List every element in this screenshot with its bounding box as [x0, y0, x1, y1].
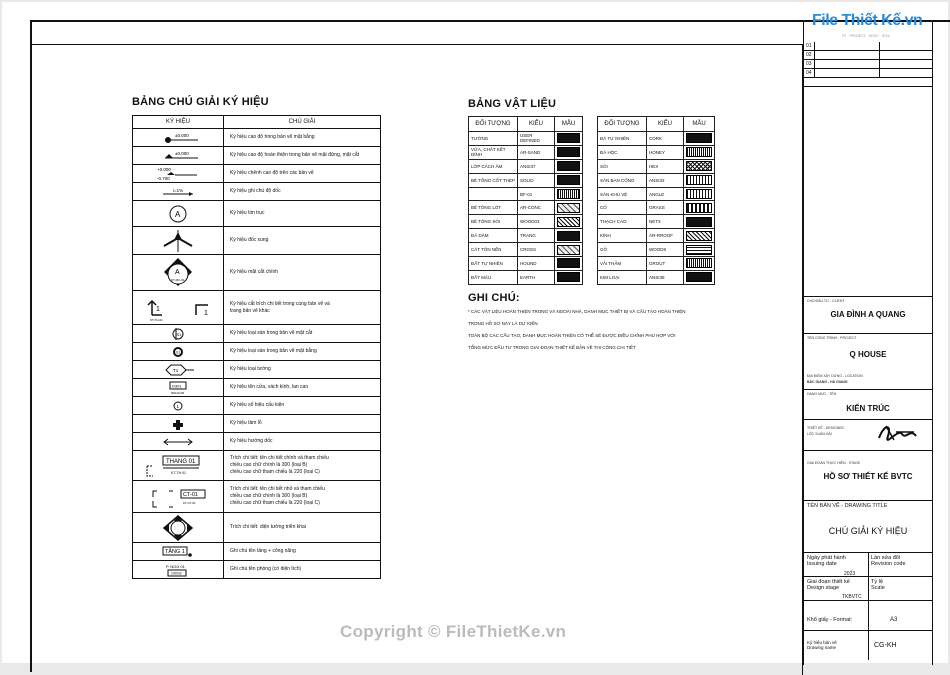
material-type: BF-01 — [518, 187, 555, 201]
legend-description-line: Ký hiệu cắt trích chi tiết trong cùng bản vẽ và — [230, 300, 330, 307]
svg-text:A: A — [175, 209, 181, 219]
mat-col-swatch: MẪU — [555, 117, 583, 132]
svg-text:100m2: 100m2 — [171, 571, 182, 575]
legend-description-line: Ký hiệu loại sàn trong bản vẽ mặt cắt — [230, 330, 313, 336]
legend-description — [224, 361, 381, 379]
material-object: SÀN BAN CÔNG — [598, 173, 647, 187]
svg-text:1: 1 — [156, 305, 160, 313]
material-type: NET3 — [647, 215, 684, 229]
svg-text:KT-MC-01: KT-MC-01 — [171, 277, 185, 282]
material-type: WOOD8 — [647, 243, 684, 257]
material-object: KIM LOẠI — [598, 270, 647, 284]
drawing-title-label: TÊN BẢN VẼ - DRAWING TITLE — [807, 503, 888, 509]
legend-description — [224, 325, 381, 343]
legend-row — [133, 343, 381, 361]
svg-text:THANG 01: THANG 01 — [166, 458, 196, 465]
legend-description-line: Ký hiệu hướng dốc — [230, 438, 273, 444]
level-plan-symbol — [153, 131, 203, 145]
material-swatch — [557, 203, 580, 213]
material-swatch — [557, 231, 580, 241]
symbol-legend-table — [132, 115, 381, 579]
svg-text:1: 1 — [176, 403, 180, 409]
legend-title: BẢNG CHÚ GIẢI KÝ HIỆU — [132, 96, 269, 108]
stage-label: GIAI ĐOẠN THỰC HIỆN - STAGE — [807, 461, 861, 465]
material-row — [598, 270, 715, 284]
scale-label: Tỷ lệ Scale — [871, 579, 885, 591]
legend-symbol-cell — [133, 147, 224, 165]
svg-text:±0.000: ±0.000 — [175, 150, 189, 156]
material-type: GRASS — [647, 201, 684, 215]
material-swatch — [686, 217, 712, 227]
material-object: ĐẤT MÂU — [469, 270, 518, 284]
legend-description-line: Ký hiệu đốc xung — [230, 237, 269, 243]
legend-description-line: Ký hiệu loại tường — [230, 366, 271, 372]
material-object: SÀN KHU VỆ — [598, 187, 647, 201]
mat-col-type: KIỂU — [518, 117, 555, 132]
design-stage-label: Giai đoạn thiết kế Design stage — [807, 579, 850, 591]
material-swatch — [686, 245, 712, 255]
material-swatch — [686, 147, 712, 157]
legend-row — [133, 433, 381, 451]
legend-row — [133, 513, 381, 543]
material-swatch-cell — [684, 229, 715, 243]
material-swatch-cell — [555, 257, 583, 271]
material-swatch — [686, 272, 712, 282]
material-swatch — [557, 217, 580, 227]
material-object: VẢI THẢM — [598, 257, 647, 271]
legend-symbol-cell — [133, 451, 224, 481]
material-type: HONEY — [647, 145, 684, 159]
material-row — [598, 201, 715, 215]
section-detail-symbol — [138, 293, 218, 323]
material-object: ĐÁ TỰ NHIÊN — [598, 132, 647, 146]
north-symbol — [158, 228, 198, 254]
floor-section-symbol — [163, 326, 193, 342]
legend-row — [133, 147, 381, 165]
legend-row — [133, 227, 381, 255]
detail-small-symbol — [143, 483, 213, 511]
mat-col-type: KIỂU — [647, 117, 684, 132]
designer-name: LỘC XUÂN HẢI — [807, 432, 832, 436]
materials-table-left — [468, 116, 583, 285]
legend-symbol-cell — [133, 397, 224, 415]
legend-symbol-cell — [133, 543, 224, 561]
material-swatch-cell — [555, 173, 583, 187]
drawing-name: CG-KH — [874, 642, 897, 649]
legend-row — [133, 561, 381, 579]
material-swatch — [557, 272, 580, 282]
legend-description — [224, 451, 381, 481]
legend-symbol-cell — [133, 343, 224, 361]
room-name-symbol — [158, 562, 198, 578]
materials-title: BẢNG VẬT LIỆU — [468, 98, 557, 110]
material-row — [598, 132, 715, 146]
issue-date: 2023 — [844, 571, 856, 577]
legend-col-symbol: KÝ HIỆU — [133, 116, 224, 129]
material-type: AR-RROOF — [647, 229, 684, 243]
elevation-ref-symbol — [158, 514, 198, 542]
material-object: SỎI — [598, 159, 647, 173]
material-type: ANSI38 — [647, 270, 684, 284]
legend-row — [133, 325, 381, 343]
material-row — [598, 215, 715, 229]
legend-description — [224, 513, 381, 543]
material-swatch-cell — [684, 173, 715, 187]
legend-description-line: Ký hiệu mặt cắt chính — [230, 269, 279, 275]
material-object: VỮA, CHẤT KẾT DÍNH — [469, 145, 518, 159]
category-value: KIẾN TRÚC — [846, 404, 890, 413]
legend-description-line: Ký hiệu cao độ trong bản vẽ mặt bằng — [230, 134, 315, 140]
material-type: ANGLE — [647, 187, 684, 201]
legend-description — [224, 433, 381, 451]
material-swatch-cell — [684, 159, 715, 173]
material-row — [469, 201, 583, 215]
location-value: BẮC GIANG - HÀ GIANG — [807, 380, 848, 384]
material-type: HOUND — [518, 257, 555, 271]
legend-symbol-cell — [133, 325, 224, 343]
material-row — [598, 145, 715, 159]
revision-row: 01 — [804, 42, 932, 51]
material-type: TRANG — [518, 229, 555, 243]
material-row — [469, 270, 583, 284]
material-swatch — [557, 189, 580, 199]
svg-text:TẦNG 1: TẦNG 1 — [165, 548, 185, 555]
legend-description-line: Trích chi tiết: tên chi tiết chính và tham chiếu — [230, 455, 329, 461]
material-swatch-cell — [555, 159, 583, 173]
legend-description-line: Ký hiệu tim trục — [230, 210, 265, 216]
revision-label: Lần sửa đổi Revision code — [871, 555, 906, 567]
material-object: ĐÁ HỘC — [598, 145, 647, 159]
legend-description — [224, 147, 381, 165]
legend-description-line: Ký hiệu cao độ hoàn thiện trong bản vẽ mặt đứng, mặt cắt — [230, 152, 359, 158]
stage-value: HỒ SƠ THIẾT KẾ BVTC — [823, 472, 913, 481]
legend-symbol-cell — [133, 201, 224, 227]
legend-description-line: chiều cao chữ chính là 300 (loại B) — [230, 493, 308, 499]
mat-col-swatch: MẪU — [684, 117, 715, 132]
material-row — [598, 229, 715, 243]
legend-description-line: trang bản vẽ khác — [230, 307, 270, 314]
drawing-name-label: Ký hiệu bản vẽ Drawing name — [807, 640, 837, 650]
material-row — [469, 215, 583, 229]
material-swatch-cell — [555, 187, 583, 201]
floor-name-symbol — [153, 545, 203, 559]
legend-row — [133, 543, 381, 561]
material-swatch-cell — [684, 243, 715, 257]
signature-mark — [874, 422, 919, 444]
material-type: AR-SAND — [518, 145, 555, 159]
material-object: BÊ TÔNG SỎI — [469, 215, 518, 229]
material-swatch-cell — [555, 229, 583, 243]
legend-description — [224, 255, 381, 291]
material-object: LỚP CÁCH ÂM — [469, 159, 518, 173]
center-symbol — [168, 417, 188, 431]
svg-text:KT-TH.01: KT-TH.01 — [150, 317, 163, 322]
note-line: TRONG HỒ SƠ NÀY LÀ DỰ KIẾN — [468, 321, 538, 326]
notes-block — [468, 306, 748, 354]
mat-col-obj: ĐỐI TƯỢNG — [598, 117, 647, 132]
material-swatch — [686, 161, 712, 171]
material-row — [598, 243, 715, 257]
material-row — [469, 187, 583, 201]
material-swatch-cell — [555, 201, 583, 215]
material-type: HEX — [647, 159, 684, 173]
materials-table-right — [597, 116, 715, 285]
material-row — [469, 145, 583, 159]
detail-main-symbol — [143, 452, 213, 480]
legend-row — [133, 291, 381, 325]
legend-description — [224, 415, 381, 433]
legend-description — [224, 343, 381, 361]
material-swatch — [686, 203, 712, 213]
floor-plan-symbol — [163, 344, 193, 360]
component-symbol — [163, 399, 193, 413]
site-logo-sub: ST - PROJECT · NGÀY · SỬA — [842, 34, 890, 38]
svg-text:900x2100: 900x2100 — [171, 390, 185, 395]
axis-symbol — [163, 203, 193, 225]
material-swatch-cell — [684, 132, 715, 146]
copyright-watermark: Copyright © FileThietKe.vn — [340, 622, 567, 641]
svg-text:KT-TH.01: KT-TH.01 — [171, 470, 186, 475]
notes-title: GHI CHÚ: — [468, 292, 520, 304]
level-elev-symbol — [153, 149, 203, 163]
mat-col-obj: ĐỐI TƯỢNG — [469, 117, 518, 132]
svg-text:A: A — [175, 268, 180, 276]
format-value: A3 — [890, 617, 898, 623]
material-row — [469, 229, 583, 243]
legend-row — [133, 201, 381, 227]
svg-text:1: 1 — [204, 309, 208, 317]
legend-description-line: Ghi chú tên tầng + công năng — [230, 548, 296, 554]
title-block — [803, 20, 933, 665]
legend-symbol-cell — [133, 255, 224, 291]
site-logo: File Thiết Kế.vn — [812, 12, 923, 29]
material-swatch — [686, 258, 712, 268]
material-object: KÍNH — [598, 229, 647, 243]
legend-symbol-cell — [133, 129, 224, 147]
legend-symbol-cell — [133, 165, 224, 183]
legend-description-line: Ký hiệu tên cửa, vách kính, lan can — [230, 384, 309, 390]
svg-text:T1: T1 — [173, 367, 179, 373]
legend-symbol-cell — [133, 361, 224, 379]
wall-symbol — [158, 362, 198, 378]
material-swatch-cell — [555, 145, 583, 159]
category-label: HẠNG MỤC - TÊN — [807, 392, 837, 396]
svg-text:S1: S1 — [176, 350, 181, 354]
legend-description-line: Trích chi tiết: tên chi tiết nhỏ và tham chiếu — [230, 486, 325, 492]
material-swatch — [557, 258, 580, 268]
legend-description — [224, 129, 381, 147]
material-swatch-cell — [684, 201, 715, 215]
material-swatch-cell — [684, 257, 715, 271]
svg-text:-0.700: -0.700 — [157, 175, 170, 181]
legend-row — [133, 481, 381, 513]
designer-label: THIẾT KẾ - DESIGNED — [807, 426, 845, 430]
material-swatch-cell — [555, 215, 583, 229]
legend-row — [133, 129, 381, 147]
material-swatch-cell — [684, 215, 715, 229]
material-type: EARTH — [518, 270, 555, 284]
legend-row — [133, 415, 381, 433]
client-name: GIA ĐÌNH A QUANG — [830, 310, 906, 319]
material-row — [469, 243, 583, 257]
legend-row — [133, 451, 381, 481]
material-row — [469, 132, 583, 146]
legend-description — [224, 397, 381, 415]
legend-symbol-cell — [133, 513, 224, 543]
legend-col-desc: CHÚ GIẢI — [224, 116, 381, 129]
material-row — [469, 159, 583, 173]
legend-description-line: Ký hiệu chênh cao độ trên các bản vẽ — [230, 170, 314, 176]
material-swatch-cell — [555, 132, 583, 146]
material-swatch-cell — [684, 270, 715, 284]
format-label: Khổ giấy - Format: — [807, 617, 853, 623]
legend-description — [224, 561, 381, 579]
material-swatch — [557, 245, 580, 255]
note-line: TOÀN BỘ CÁC CẤU TẠO, DANH MỤC HOÀN THIỆN CÓ THỂ SẼ ĐƯỢC ĐIỀU CHỈNH PHÙ HỢP VỚI — [468, 333, 676, 338]
material-row — [469, 173, 583, 187]
project-name: Q HOUSE — [849, 350, 887, 359]
legend-row — [133, 165, 381, 183]
material-object: CỎ — [598, 201, 647, 215]
material-swatch — [557, 133, 580, 143]
material-swatch — [686, 231, 712, 241]
design-stage-code: TKBVTC — [842, 594, 862, 600]
material-object: GỖ — [598, 243, 647, 257]
drawing-title: CHÚ GIẢI KÝ HIỆU — [828, 526, 908, 536]
material-object: TƯỜNG — [469, 132, 518, 146]
svg-text:+0.000: +0.000 — [157, 166, 171, 172]
material-type: ANSI32 — [647, 173, 684, 187]
material-swatch — [686, 133, 712, 143]
material-object: THẠCH CAO — [598, 215, 647, 229]
legend-description-line: Ký hiệu tâm lỗ — [230, 420, 262, 426]
legend-symbol-cell — [133, 481, 224, 513]
legend-description-line: Ghi chú tên phòng (có diện tích) — [230, 566, 302, 572]
material-type: SOLID — [518, 173, 555, 187]
legend-symbol-cell — [133, 433, 224, 451]
legend-row — [133, 379, 381, 397]
legend-description-line: chiều cao chữ chính là 300 (loại B) — [230, 462, 308, 468]
material-object: ĐÁ DĂM — [469, 229, 518, 243]
material-swatch-cell — [555, 243, 583, 257]
legend-row — [133, 397, 381, 415]
material-object: CÁT TÔN NỀN — [469, 243, 518, 257]
material-type: CORK — [647, 132, 684, 146]
svg-text:i=1%: i=1% — [173, 187, 184, 193]
legend-description-line: Ký hiệu ghi chú độ dốc — [230, 188, 281, 194]
material-swatch — [686, 189, 712, 199]
slope-symbol — [153, 186, 203, 198]
legend-description-line: Trích chi tiết: diện tường triển khai — [230, 524, 306, 530]
material-type: USER DEFINED — [518, 132, 555, 146]
legend-description-line: Ký hiệu loại sàn trong bản vẽ mặt bằng — [230, 348, 317, 354]
svg-text:±0.000: ±0.000 — [175, 132, 189, 138]
material-row — [598, 257, 715, 271]
material-type: WOOD03 — [518, 215, 555, 229]
section-main-symbol — [158, 256, 198, 290]
legend-row — [133, 255, 381, 291]
svg-text:D301: D301 — [172, 383, 182, 388]
material-row — [469, 257, 583, 271]
legend-description — [224, 291, 381, 325]
legend-symbol-cell — [133, 415, 224, 433]
level-struct-symbol — [153, 166, 203, 182]
material-object: BÊ TÔNG LÓT — [469, 201, 518, 215]
svg-text:KT-CT.01: KT-CT.01 — [183, 500, 196, 505]
legend-description — [224, 481, 381, 513]
legend-description — [224, 165, 381, 183]
material-swatch — [557, 147, 580, 157]
revision-row: 04 — [804, 69, 932, 78]
material-object — [469, 187, 518, 201]
location-label: ĐỊA ĐIỂM XÂY DỰNG - LOCATION — [807, 374, 863, 378]
material-type: GROUT — [647, 257, 684, 271]
material-type: ANSI37 — [518, 159, 555, 173]
material-object: BÊ TÔNG CỐT THÉP — [469, 173, 518, 187]
client-label: CHỦ ĐẦU TƯ - CLIENT — [807, 299, 845, 303]
project-label: TÊN CÔNG TRÌNH - PROJECT — [807, 336, 857, 340]
svg-text:P. NGỦ 01: P. NGỦ 01 — [166, 563, 185, 569]
material-swatch-cell — [684, 145, 715, 159]
note-line: TỔNG MỨC ĐẦU TƯ TRONG GIAI ĐOẠN THIẾT KẾ BẢN VẼ THI CÔNG CHI TIẾT — [468, 345, 636, 350]
legend-description-line: Ký hiệu số hiệu cấu kiện — [230, 402, 285, 408]
direction-symbol — [158, 436, 198, 448]
legend-description — [224, 183, 381, 201]
legend-symbol-cell — [133, 183, 224, 201]
note-line: * CÁC VẬT LIỆU HOÀN THIỆN TRONG VÀ NGOÀI NHÀ, DANH MỤC THIẾT BỊ VÀ CẤU TẠO HOÀN THIỆN — [468, 309, 686, 314]
legend-description-line: chiều cao chữ tham chiếu là 220 (loại C) — [230, 500, 320, 506]
material-swatch-cell — [684, 187, 715, 201]
material-swatch-cell — [555, 270, 583, 284]
svg-text:CT-01: CT-01 — [183, 491, 198, 498]
legend-description — [224, 543, 381, 561]
svg-text:S1: S1 — [176, 331, 182, 337]
legend-symbol-cell — [133, 291, 224, 325]
material-type: AR-CONC — [518, 201, 555, 215]
legend-description — [224, 201, 381, 227]
legend-description — [224, 227, 381, 255]
material-row — [598, 159, 715, 173]
material-object: ĐẤT TỰ NHIÊN — [469, 257, 518, 271]
legend-symbol-cell — [133, 561, 224, 579]
material-swatch — [557, 161, 580, 171]
legend-description — [224, 379, 381, 397]
legend-symbol-cell — [133, 379, 224, 397]
material-row — [598, 173, 715, 187]
door-symbol — [163, 380, 193, 396]
material-type: CROSS — [518, 243, 555, 257]
revision-row: 02 — [804, 51, 932, 60]
material-swatch — [686, 175, 712, 185]
legend-row — [133, 361, 381, 379]
legend-description-line: chiều cao chữ tham chiếu là 220 (loại C) — [230, 469, 320, 475]
issue-date-label: Ngày phát hành Issuing date — [807, 555, 846, 567]
material-swatch — [557, 175, 580, 185]
legend-symbol-cell — [133, 227, 224, 255]
legend-row — [133, 183, 381, 201]
material-row — [598, 187, 715, 201]
revision-row: 03 — [804, 60, 932, 69]
